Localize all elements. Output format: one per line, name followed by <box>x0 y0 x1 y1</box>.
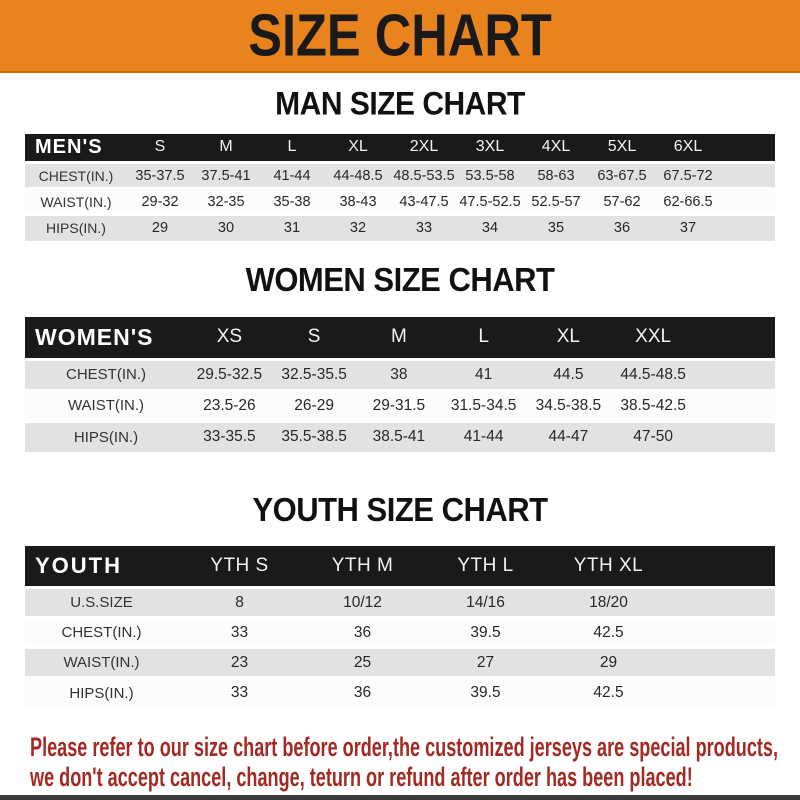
row-spacer <box>721 189 775 215</box>
row-label: HIPS(IN.) <box>25 421 187 452</box>
size-column-header: YTH XL <box>547 546 670 588</box>
size-table <box>25 546 775 708</box>
size-value-cell: 31.5-34.5 <box>441 390 526 421</box>
size-value-cell: 43-47.5 <box>391 189 457 215</box>
size-value-cell: 31 <box>259 215 325 241</box>
table-group-label: MEN'S <box>25 134 127 163</box>
header-spacer <box>670 546 775 588</box>
size-value-cell: 44.5 <box>526 359 611 390</box>
size-column-header: S <box>127 134 193 163</box>
size-column-header: YTH M <box>301 546 424 588</box>
table-header-row <box>25 134 775 163</box>
notice-line-2: we don't accept cancel, change, teturn or refund after order has been placed! <box>30 761 693 792</box>
size-column-header: 6XL <box>655 134 721 163</box>
row-label: CHEST(IN.) <box>25 618 178 648</box>
notice-line-1: Please refer to our size chart before order,the customized jerseys are special products, <box>30 731 779 762</box>
size-value-cell: 57-62 <box>589 189 655 215</box>
size-value-cell: 36 <box>301 678 424 708</box>
row-spacer <box>696 390 776 421</box>
size-value-cell: 35.5-38.5 <box>272 421 357 452</box>
size-value-cell: 29 <box>547 648 670 678</box>
size-value-cell: 33 <box>391 215 457 241</box>
table-group-label: WOMEN'S <box>25 317 187 359</box>
table-row <box>25 678 775 708</box>
bottom-strip <box>0 795 800 800</box>
size-column-header: S <box>272 317 357 359</box>
size-value-cell: 53.5-58 <box>457 163 523 189</box>
size-column-header: 5XL <box>589 134 655 163</box>
size-value-cell: 34 <box>457 215 523 241</box>
size-value-cell: 14/16 <box>424 588 547 618</box>
size-value-cell: 38.5-42.5 <box>611 390 696 421</box>
size-column-header: XS <box>187 317 272 359</box>
row-spacer <box>721 163 775 189</box>
header-spacer <box>696 317 776 359</box>
size-value-cell: 23 <box>178 648 301 678</box>
row-label: HIPS(IN.) <box>25 678 178 708</box>
row-spacer <box>670 618 775 648</box>
section-heading: WOMEN SIZE CHART <box>245 260 555 298</box>
section-women-size-chart <box>0 260 800 453</box>
size-value-cell: 41 <box>441 359 526 390</box>
size-value-cell: 48.5-53.5 <box>391 163 457 189</box>
table-header-row <box>25 546 775 588</box>
size-value-cell: 58-63 <box>523 163 589 189</box>
size-column-header: L <box>259 134 325 163</box>
table-row <box>25 421 775 452</box>
size-value-cell: 29-32 <box>127 189 193 215</box>
row-label: WAIST(IN.) <box>25 390 187 421</box>
table-row <box>25 163 775 189</box>
row-spacer <box>696 359 776 390</box>
size-value-cell: 47-50 <box>611 421 696 452</box>
size-value-cell: 36 <box>301 618 424 648</box>
table-row <box>25 390 775 421</box>
size-column-header: XXL <box>611 317 696 359</box>
size-value-cell: 26-29 <box>272 390 357 421</box>
size-value-cell: 41-44 <box>259 163 325 189</box>
size-value-cell: 47.5-52.5 <box>457 189 523 215</box>
page-title: SIZE CHART <box>248 1 552 69</box>
size-value-cell: 32 <box>325 215 391 241</box>
banner <box>0 0 800 73</box>
size-value-cell: 63-67.5 <box>589 163 655 189</box>
row-label: WAIST(IN.) <box>25 189 127 215</box>
header-spacer <box>721 134 775 163</box>
size-value-cell: 32-35 <box>193 189 259 215</box>
table-group-label: YOUTH <box>25 546 178 588</box>
size-table <box>25 317 775 452</box>
size-value-cell: 33 <box>178 678 301 708</box>
size-value-cell: 34.5-38.5 <box>526 390 611 421</box>
row-label: CHEST(IN.) <box>25 163 127 189</box>
size-value-cell: 27 <box>424 648 547 678</box>
size-value-cell: 38-43 <box>325 189 391 215</box>
size-value-cell: 18/20 <box>547 588 670 618</box>
size-column-header: YTH S <box>178 546 301 588</box>
size-value-cell: 67.5-72 <box>655 163 721 189</box>
table-row <box>25 215 775 241</box>
section-heading: MAN SIZE CHART <box>275 86 525 123</box>
size-value-cell: 62-66.5 <box>655 189 721 215</box>
size-value-cell: 44-47 <box>526 421 611 452</box>
table-row <box>25 588 775 618</box>
size-value-cell: 29.5-32.5 <box>187 359 272 390</box>
size-column-header: 4XL <box>523 134 589 163</box>
size-value-cell: 25 <box>301 648 424 678</box>
row-spacer <box>670 648 775 678</box>
size-value-cell: 29 <box>127 215 193 241</box>
size-value-cell: 33 <box>178 618 301 648</box>
table-row <box>25 618 775 648</box>
size-column-header: M <box>357 317 442 359</box>
row-label: WAIST(IN.) <box>25 648 178 678</box>
footer-notice <box>30 732 800 792</box>
size-column-header: M <box>193 134 259 163</box>
size-value-cell: 52.5-57 <box>523 189 589 215</box>
row-spacer <box>670 588 775 618</box>
size-value-cell: 33-35.5 <box>187 421 272 452</box>
table-row <box>25 189 775 215</box>
table-row <box>25 359 775 390</box>
size-value-cell: 35 <box>523 215 589 241</box>
row-label: U.S.SIZE <box>25 588 178 618</box>
size-value-cell: 44.5-48.5 <box>611 359 696 390</box>
row-label: HIPS(IN.) <box>25 215 127 241</box>
row-spacer <box>696 421 776 452</box>
size-value-cell: 37 <box>655 215 721 241</box>
size-value-cell: 41-44 <box>441 421 526 452</box>
size-value-cell: 23.5-26 <box>187 390 272 421</box>
size-value-cell: 8 <box>178 588 301 618</box>
size-value-cell: 10/12 <box>301 588 424 618</box>
size-value-cell: 42.5 <box>547 618 670 648</box>
size-value-cell: 37.5-41 <box>193 163 259 189</box>
row-spacer <box>721 215 775 241</box>
row-label: CHEST(IN.) <box>25 359 187 390</box>
size-column-header: XL <box>526 317 611 359</box>
size-value-cell: 32.5-35.5 <box>272 359 357 390</box>
size-column-header: XL <box>325 134 391 163</box>
size-value-cell: 30 <box>193 215 259 241</box>
size-column-header: YTH L <box>424 546 547 588</box>
size-value-cell: 44-48.5 <box>325 163 391 189</box>
size-value-cell: 39.5 <box>424 678 547 708</box>
size-column-header: 2XL <box>391 134 457 163</box>
size-column-header: L <box>441 317 526 359</box>
size-value-cell: 42.5 <box>547 678 670 708</box>
size-column-header: 3XL <box>457 134 523 163</box>
row-spacer <box>670 678 775 708</box>
size-value-cell: 39.5 <box>424 618 547 648</box>
size-table <box>25 134 775 241</box>
size-value-cell: 38.5-41 <box>357 421 442 452</box>
section-youth-size-chart <box>0 490 800 708</box>
section-man-size-chart <box>0 86 800 241</box>
size-value-cell: 29-31.5 <box>357 390 442 421</box>
size-value-cell: 35-37.5 <box>127 163 193 189</box>
table-header-row <box>25 317 775 359</box>
sections-container <box>0 86 800 708</box>
size-value-cell: 35-38 <box>259 189 325 215</box>
section-heading: YOUTH SIZE CHART <box>252 490 548 529</box>
size-value-cell: 36 <box>589 215 655 241</box>
table-row <box>25 648 775 678</box>
size-value-cell: 38 <box>357 359 442 390</box>
